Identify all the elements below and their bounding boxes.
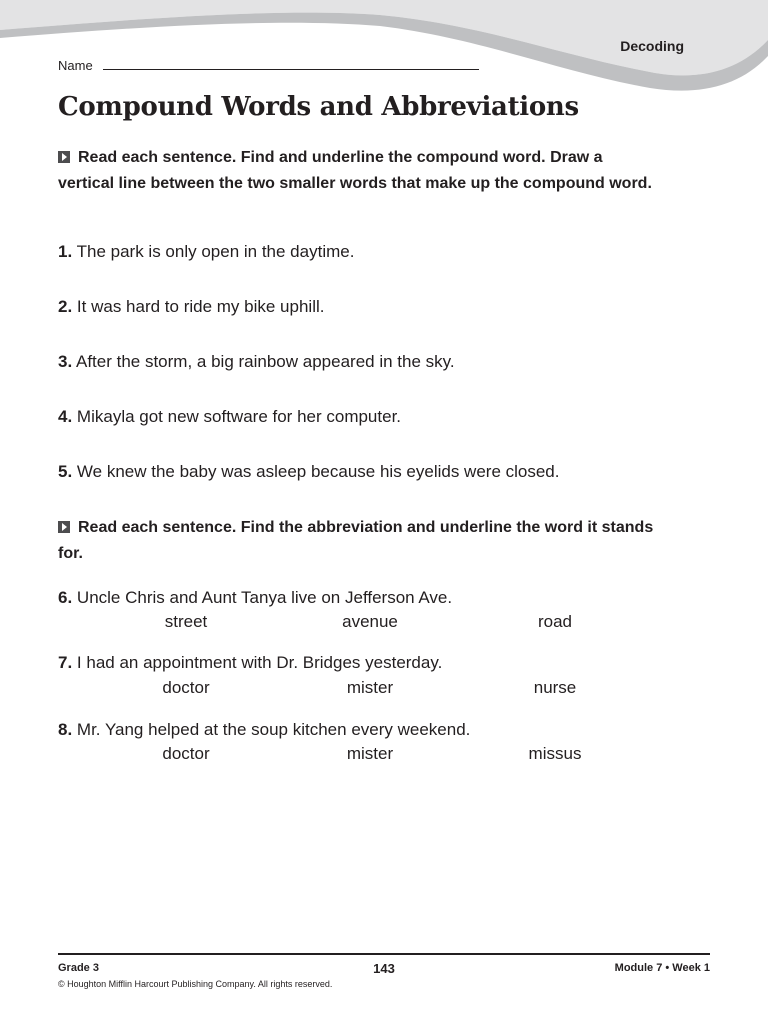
answer-choice[interactable]: doctor — [162, 744, 210, 763]
item-number: 5. — [58, 462, 73, 481]
list-item — [58, 407, 401, 427]
part1-instruction-text: Read each sentence. Find and underline the compound word. Draw a vertical line between the two smaller words that make up the compound word. — [58, 149, 652, 192]
footer-grade: Grade 3 — [58, 962, 99, 974]
footer-divider — [58, 953, 710, 955]
answer-choice[interactable]: missus — [528, 744, 582, 763]
answer-choice[interactable]: mister — [346, 744, 394, 763]
answer-choice[interactable]: doctor — [162, 678, 210, 697]
part1-instruction — [58, 145, 658, 197]
item-sentence: Mr. Yang helped at the soup kitchen every weekend. — [76, 720, 471, 739]
item-number: 7. — [58, 653, 73, 672]
list-item — [58, 352, 455, 372]
list-item — [58, 297, 324, 317]
answer-choice[interactable]: street — [164, 612, 208, 631]
list-item — [58, 653, 442, 673]
part2-instruction-text: Read each sentence. Find the abbreviation and underline the word it stands for. — [58, 519, 654, 562]
page-title: Compound Words and Abbreviations — [58, 92, 579, 122]
part2-instruction — [58, 515, 658, 567]
item-sentence: We knew the baby was asleep because his eyelids were closed. — [76, 462, 560, 481]
item-number: 8. — [58, 720, 73, 739]
item-sentence: After the storm, a big rainbow appeared in the sky. — [75, 352, 455, 371]
list-item — [58, 242, 354, 262]
item-number: 3. — [58, 352, 73, 371]
answer-choice[interactable]: nurse — [533, 678, 577, 697]
name-write-line[interactable] — [103, 69, 479, 70]
item-number: 1. — [58, 242, 73, 261]
item-sentence: It was hard to ride my bike uphill. — [76, 297, 325, 316]
list-item — [58, 462, 560, 482]
arrow-bullet-icon — [58, 151, 70, 163]
answer-choice[interactable]: mister — [346, 678, 394, 697]
list-item — [58, 720, 470, 740]
page-number: 143 — [373, 961, 395, 976]
item-sentence: I had an appointment with Dr. Bridges yesterday. — [76, 653, 443, 672]
section-tag: Decoding — [620, 38, 684, 54]
item-sentence: Uncle Chris and Aunt Tanya live on Jefferson Ave. — [76, 588, 453, 607]
name-field — [58, 58, 479, 73]
item-sentence: The park is only open in the daytime. — [76, 242, 355, 261]
answer-choice[interactable]: road — [537, 612, 573, 631]
answer-choice[interactable]: avenue — [342, 612, 398, 631]
arrow-bullet-icon — [58, 521, 70, 533]
item-number: 6. — [58, 588, 73, 607]
footer-module: Module 7 • Week 1 — [614, 962, 710, 974]
item-number: 4. — [58, 407, 73, 426]
item-number: 2. — [58, 297, 73, 316]
list-item — [58, 588, 452, 608]
name-label: Name — [58, 58, 93, 73]
item-sentence: Mikayla got new software for her computer. — [76, 407, 402, 426]
copyright-notice: © Houghton Mifflin Harcourt Publishing Company. All rights reserved. — [58, 979, 333, 989]
